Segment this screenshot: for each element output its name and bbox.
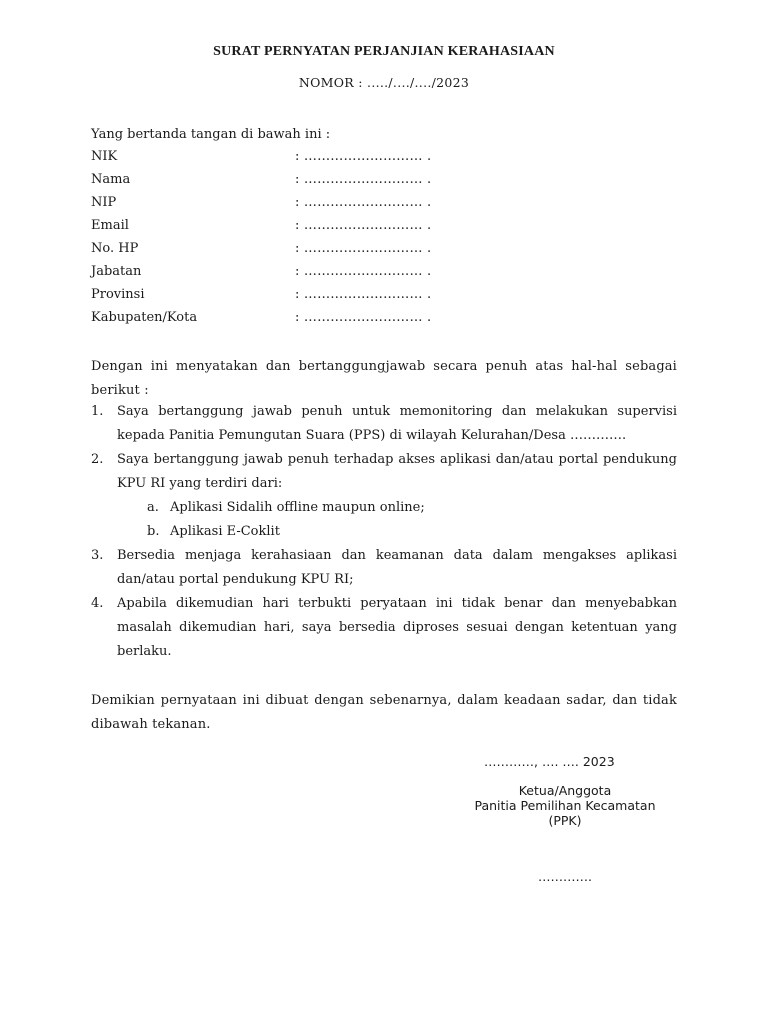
intro-text: Yang bertanda tangan di bawah ini :: [91, 127, 331, 142]
field-label: No. HP: [91, 241, 139, 256]
field-nip: [91, 195, 511, 218]
sub-list: [117, 496, 677, 544]
field-jabatan: [91, 264, 511, 287]
signature-role: [440, 783, 690, 828]
list-number: 3.: [91, 548, 104, 563]
signature-role-line: (PPK): [548, 813, 582, 828]
field-label: Provinsi: [91, 287, 145, 302]
sub-list-item: [117, 496, 677, 520]
list-text: Apabila dikemudian hari terbukti peryataan ini tidak benar dan menyebabkan masalah dikemudian hari, saya bersedia diproses sesuai dengan ketentuan yang berlaku.: [117, 596, 677, 659]
statement-paragraph: Dengan ini menyatakan dan bertanggungjawab secara penuh atas hal-hal sebagai berikut :: [91, 359, 677, 398]
list-number: 1.: [91, 404, 104, 419]
list-number: 2.: [91, 452, 104, 467]
list-number: 4.: [91, 596, 104, 611]
sub-list-text: Aplikasi Sidalih offline maupun online;: [170, 500, 425, 515]
field-label: NIK: [91, 149, 118, 164]
closing-paragraph: Demikian pernyataan ini dibuat dengan sebenarnya, dalam keadaan sadar, dan tidak dibawah tekanan.: [91, 693, 677, 732]
signature-role-line: Ketua/Anggota: [518, 783, 612, 798]
signature-name: ………….: [538, 869, 592, 884]
field-value: : ……………………… .: [295, 172, 432, 187]
list-item: [91, 592, 677, 664]
list-text: Saya bertanggung jawab penuh terhadap akses aplikasi dan/atau portal pendukung KPU RI yang terdiri dari:: [117, 452, 677, 491]
field-nik: [91, 149, 511, 172]
sub-list-letter: b.: [147, 524, 160, 539]
field-email: [91, 218, 511, 241]
field-label: Jabatan: [91, 264, 142, 279]
sub-list-item: [117, 520, 677, 544]
list-item: [91, 400, 677, 448]
statement-list: [91, 400, 677, 664]
field-nama: [91, 172, 511, 195]
field-no-hp: [91, 241, 511, 264]
field-value: : ……………………… .: [295, 241, 432, 256]
sub-list-text: Aplikasi E-Coklit: [170, 524, 280, 539]
document-number: NOMOR : ...../..../..../2023: [298, 75, 470, 90]
signature-date: …………, …. …. 2023: [484, 754, 615, 769]
document-title: SURAT PERNYATAN PERJANJIAN KERAHASIAAN: [213, 44, 555, 59]
field-value: : ……………………… .: [295, 149, 432, 164]
field-value: : ……………………… .: [295, 264, 432, 279]
sub-list-letter: a.: [147, 500, 159, 515]
field-provinsi: [91, 287, 511, 310]
list-item: [91, 544, 677, 592]
field-label: Nama: [91, 172, 131, 187]
field-label: Kabupaten/Kota: [91, 310, 198, 325]
list-text: Bersedia menjaga kerahasiaan dan keamanan data dalam mengakses aplikasi dan/atau portal pendukung KPU RI;: [117, 548, 677, 587]
list-text: Saya bertanggung jawab penuh untuk memonitoring dan melakukan supervisi kepada Panitia Pemungutan Suara (PPS) di wilayah Kelurahan/Desa ………….: [117, 404, 677, 443]
identity-fields: [91, 149, 511, 333]
signature-role-line: Panitia Pemilihan Kecamatan: [474, 798, 656, 813]
field-kabupaten-kota: [91, 310, 511, 333]
field-value: : ……………………… .: [295, 195, 432, 210]
field-value: : ……………………… .: [295, 310, 432, 325]
field-value: : ……………………… .: [295, 287, 432, 302]
field-label: NIP: [91, 195, 117, 210]
list-item: [91, 448, 677, 496]
field-value: : ……………………… .: [295, 218, 432, 233]
field-label: Email: [91, 218, 129, 233]
